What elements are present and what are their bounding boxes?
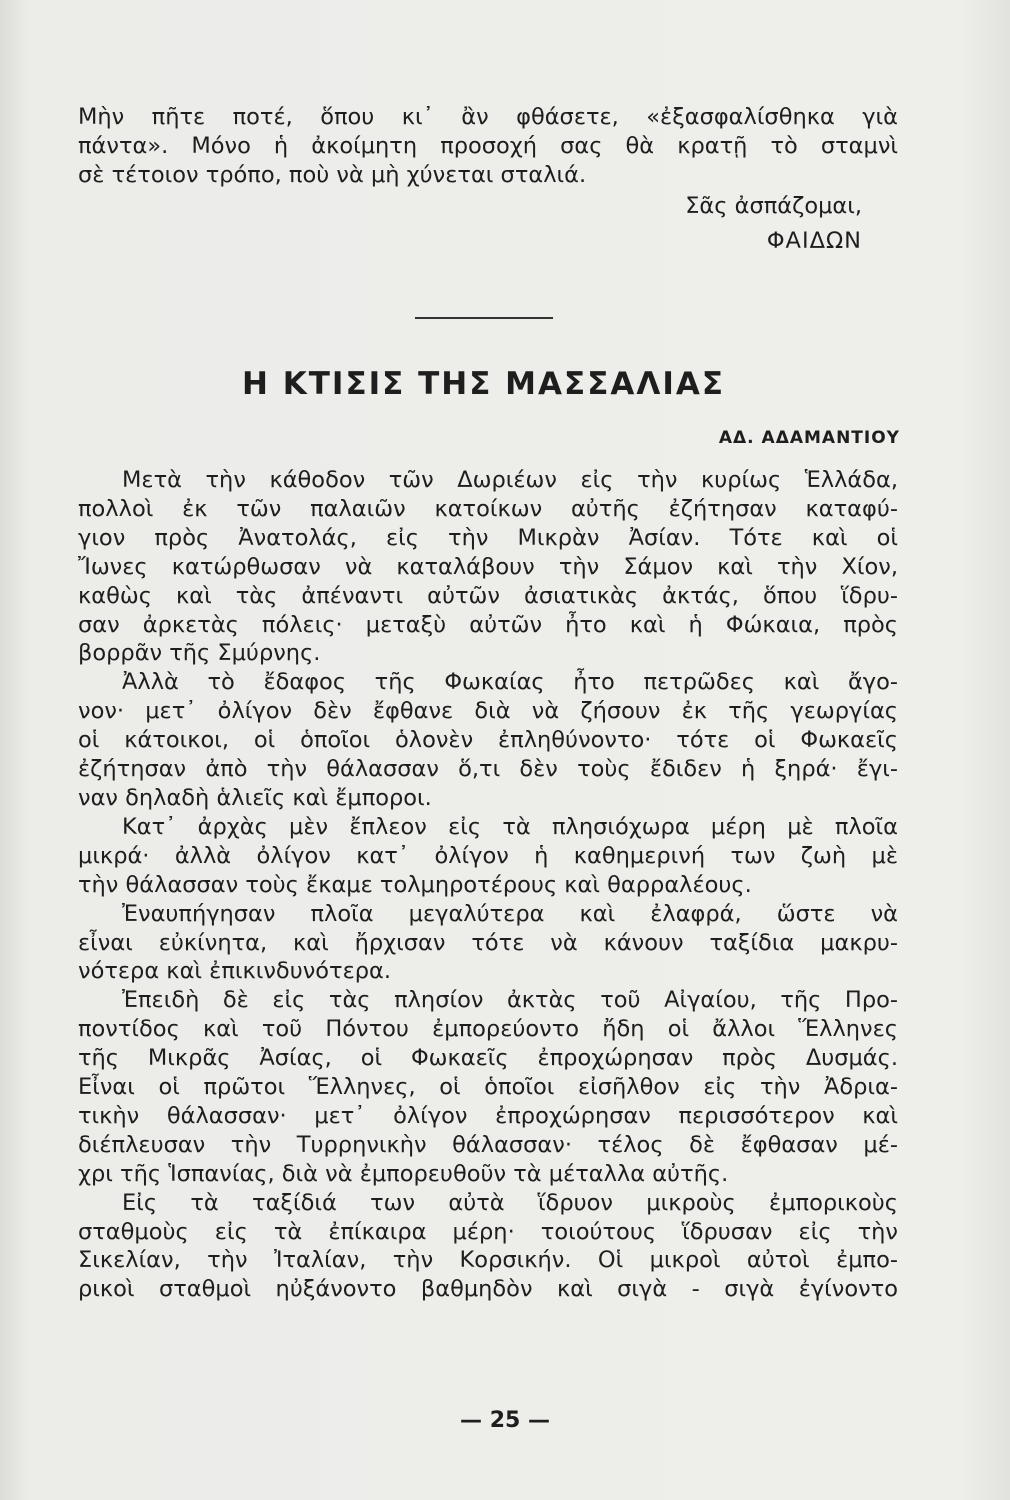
text-line: Μετὰ τὴν κάθοδον τῶν Δωριέων εἰς τὴν κυρίως Ἑλλάδα,: [122, 467, 898, 493]
text-line: διέπλευσαν τὴν Τυρρηνικὴν θάλασσαν· τέλος δὲ ἔφθασαν μέ-: [78, 1131, 898, 1158]
text-line: τικὴν θάλασσαν· μετ᾽ ὀλίγον ἐπροχώρησαν περισσότερον καὶ: [78, 1102, 898, 1129]
text-line: Ἐναυπήγησαν πλοῖα μεγαλύτερα καὶ ἐλαφρά, ὥστε νὰ: [122, 900, 898, 927]
text-line: Ἀλλὰ τὸ ἔδαφος τῆς Φωκαίας ἦτο πετρῶδες καὶ ἄγο-: [122, 669, 898, 696]
closing-greeting: Σᾶς ἀσπάζομαι,: [685, 193, 862, 219]
text-line: ρικοὶ σταθμοὶ ηὐξάνοντο βαθμηδὸν καὶ σιγὰ - σιγὰ ἐγίνοντο: [78, 1276, 898, 1303]
text-line: βορρᾶν τῆς Σμύρνης.: [78, 640, 321, 667]
intro-paragraph: [78, 103, 898, 190]
text-line: πολλοὶ ἐκ τῶν παλαιῶν κατοίκων αὐτῆς ἐζήτησαν καταφύ-: [78, 495, 898, 522]
text-line: χρι τῆς Ἱσπανίας, διὰ νὰ ἐμπορευθοῦν τὰ μέταλλα αὐτῆς.: [78, 1160, 729, 1187]
text-line: σαν ἀρκετὰς πόλεις· μεταξὺ αὐτῶν ἦτο καὶ ἡ Φώκαια, πρὸς: [78, 611, 898, 638]
article-title: Η ΚΤΙΣΙΣ ΤΗΣ ΜΑΣΣΑΛΙΑΣ: [242, 366, 726, 402]
text-line: σταθμοὺς εἰς τὰ ἐπίκαιρα μέρη· τοιούτους ἵδρυσαν εἰς τὴν: [78, 1218, 898, 1245]
text-line: Μὴν πῆτε ποτέ, ὅπου κι᾽ ἂν φθάσετε, «ἐξασφαλίσθηκα γιὰ: [78, 104, 898, 130]
page-number: — 25 —: [460, 1408, 550, 1433]
text-line: ναν δηλαδὴ ἁλιεῖς καὶ ἔμποροι.: [78, 784, 432, 811]
text-line: Ἴωνες κατώρθωσαν νὰ καταλάβουν τὴν Σάμον καὶ τὴν Χίον,: [78, 553, 898, 580]
article-author: ΑΔ. ΑΔΑΜΑΝΤΙΟΥ: [718, 428, 900, 448]
text-line: Εἰς τὰ ταξίδιά των αὐτὰ ἵδρυον μικροὺς ἐμπορικοὺς: [122, 1189, 898, 1216]
text-line: Σικελίαν, τὴν Ἰταλίαν, τὴν Κορσικήν. Οἱ μικροὶ αὐτοὶ ἐμπο-: [78, 1247, 898, 1274]
text-line: γιον πρὸς Ἀνατολάς, εἰς τὴν Μικρὰν Ἀσίαν. Τότε καὶ οἱ: [78, 524, 898, 551]
text-line: τὴν θάλασσαν τοὺς ἔκαμε τολμηροτέρους καὶ θαρραλέους.: [78, 871, 752, 898]
text-line: Ἐπειδὴ δὲ εἰς τὰς πλησίον ἀκτὰς τοῦ Αἰγαίου, τῆς Προ-: [122, 987, 898, 1014]
section-divider: [415, 317, 553, 319]
text-line: οἱ κάτοικοι, οἱ ὁποῖοι ὁλονὲν ἐπληθύνοντο· τότε οἱ Φωκαεῖς: [78, 727, 898, 754]
text-line: Εἶναι οἱ πρῶτοι Ἕλληνες, οἱ ὁποῖοι εἰσῆλθον εἰς τὴν Ἀδρια-: [78, 1074, 898, 1101]
text-line: σὲ τέτοιον τρόπο, ποὺ νὰ μὴ χύνεται σταλιά.: [78, 161, 587, 188]
text-line: ποντίδος καὶ τοῦ Πόντου ἐμπορεύοντο ἤδη οἱ ἄλλοι Ἕλληνες: [78, 1016, 898, 1043]
article-body: [78, 466, 898, 1304]
text-line: μικρά· ἀλλὰ ὀλίγον κατ᾽ ὀλίγον ἡ καθημερινή των ζωὴ μὲ: [78, 842, 898, 869]
text-line: νότερα καὶ ἐπικινδυνότερα.: [78, 958, 392, 985]
text-line: Κατ᾽ ἀρχὰς μὲν ἔπλεον εἰς τὰ πλησιόχωρα μέρη μὲ πλοῖα: [122, 813, 898, 840]
signature: ΦΑΙΔΩΝ: [766, 228, 862, 254]
text-line: καθὼς καὶ τὰς ἀπέναντι αὐτῶν ἀσιατικὰς ἀκτάς, ὅπου ἵδρυ-: [78, 582, 898, 609]
text-line: ἐζήτησαν ἀπὸ τὴν θάλασσαν ὅ,τι δὲν τοὺς ἔδιδεν ἡ ξηρά· ἔγι-: [78, 756, 898, 783]
text-line: νον· μετ᾽ ὀλίγον δὲν ἔφθανε διὰ νὰ ζήσουν ἐκ τῆς γεωργίας: [78, 698, 898, 725]
text-line: πάντα». Μόνο ἡ ἀκοίμητη προσοχή σας θὰ κρατῇ τὸ σταμνὶ: [78, 132, 898, 159]
text-line: εἶναι εὐκίνητα, καὶ ἤρχισαν τότε νὰ κάνουν ταξίδια μακρυ-: [78, 929, 898, 956]
text-line: τῆς Μικρᾶς Ἀσίας, οἱ Φωκαεῖς ἐπροχώρησαν πρὸς Δυσμάς.: [78, 1045, 898, 1072]
